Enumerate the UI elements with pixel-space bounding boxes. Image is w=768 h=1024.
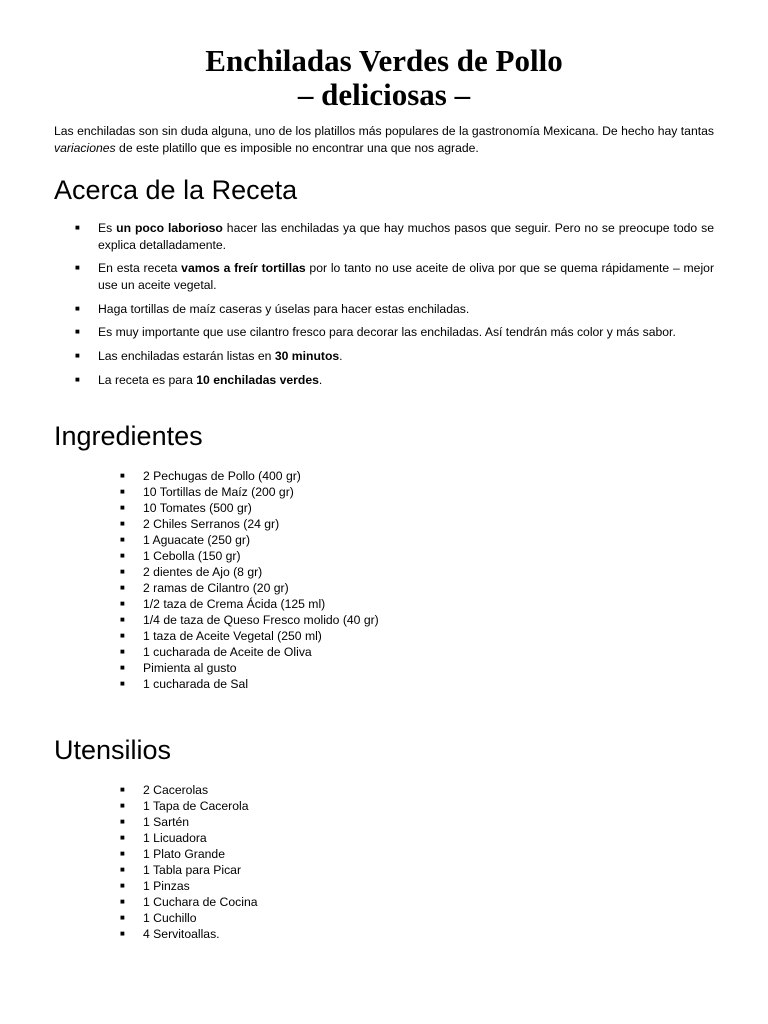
about-item-bold: un poco laborioso: [116, 221, 223, 235]
ingredients-list: [54, 468, 714, 692]
ingredient-item-text: 10 Tortillas de Maíz (200 gr): [143, 485, 294, 500]
about-list-item: [54, 220, 714, 253]
ingredient-item: [54, 660, 714, 676]
ingredient-item: [54, 596, 714, 612]
heading-acerca-de-la-receta: Acerca de la Receta: [54, 175, 298, 205]
title-line-2: – deliciosas –: [297, 77, 471, 112]
about-item-text: .: [318, 372, 323, 387]
about-item-bold: 30 minutos: [274, 349, 340, 364]
bullet-icon: ■: [120, 519, 125, 529]
about-item-text: Es muy importante que use cilantro fresco para decorar las enchiladas. Así tendrán más color y más sabor.: [98, 325, 676, 340]
utensil-item-text: 1 Cuchara de Cocina: [143, 895, 258, 910]
ingredient-item-text: 1 cucharada de Sal: [143, 677, 249, 692]
utensil-item: [54, 910, 714, 926]
bullet-icon: ■: [75, 223, 80, 232]
bullet-icon: ■: [120, 679, 125, 689]
about-item-text: La receta es para: [98, 372, 197, 387]
bullet-icon: ■: [120, 535, 125, 545]
about-list-item: [54, 372, 714, 389]
intro-text-1: Las enchiladas son sin duda alguna, uno de los platillos más populares de la gastronomía Mexicana. De hecho hay tantas: [54, 124, 714, 138]
utensil-item-text: 1 Tapa de Cacerola: [143, 799, 249, 814]
ingredient-item-text: 1 taza de Aceite Vegetal (250 ml): [143, 629, 322, 644]
ingredient-item: [54, 516, 714, 532]
bullet-icon: ■: [120, 471, 125, 481]
bullet-icon: ■: [120, 929, 125, 939]
intro-paragraph: [54, 123, 714, 157]
utensil-item: [54, 830, 714, 846]
bullet-icon: ■: [120, 615, 125, 625]
intro-text-2: de este platillo que es imposible no encontrar una que nos agrade.: [115, 141, 479, 155]
bullet-icon: ■: [120, 801, 125, 811]
ingredient-item-text: 2 dientes de Ajo (8 gr): [143, 565, 263, 580]
about-item-text: .: [339, 349, 343, 364]
ingredient-item-text: 2 Pechugas de Pollo (400 gr): [143, 469, 301, 484]
bullet-icon: ■: [120, 785, 125, 795]
ingredient-item: [54, 628, 714, 644]
bullet-icon: ■: [120, 897, 125, 907]
bullet-icon: ■: [75, 351, 80, 361]
utensil-item: [54, 846, 714, 862]
ingredient-item: [54, 468, 714, 484]
bullet-icon: ■: [120, 599, 125, 609]
bullet-icon: ■: [75, 303, 80, 313]
ingredient-item-text: 1 Cebolla (150 gr): [143, 549, 241, 564]
ingredient-item-text: 1 cucharada de Aceite de Oliva: [143, 645, 312, 660]
utensil-item: [54, 894, 714, 910]
utensil-item-text: 1 Tabla para Picar: [143, 863, 242, 878]
about-item-text: hacer las enchiladas ya que hay muchos pasos que seguir. Pero no se preocupe todo se explica detalladamente.: [98, 221, 714, 252]
ingredient-item-text: Pimienta al gusto: [143, 661, 237, 676]
about-item-bold: 10 enchiladas verdes: [196, 372, 319, 387]
ingredient-item-text: 10 Tomates (500 gr): [143, 501, 252, 516]
bullet-icon: ■: [75, 374, 80, 384]
utensils-list: [54, 782, 714, 942]
bullet-icon: ■: [120, 817, 125, 827]
utensil-item-text: 1 Sartén: [143, 815, 190, 830]
heading-ingredientes: Ingredientes: [54, 421, 203, 452]
utensil-item: [54, 814, 714, 830]
ingredient-item: [54, 612, 714, 628]
bullet-icon: ■: [120, 503, 125, 513]
ingredient-item: [54, 500, 714, 516]
utensil-item: [54, 926, 714, 942]
bullet-icon: ■: [120, 849, 125, 859]
about-list: [54, 220, 714, 388]
page-title: [54, 0, 714, 112]
utensil-item: [54, 878, 714, 894]
bullet-icon: ■: [75, 263, 80, 273]
about-item-text: por lo tanto no use aceite de oliva por que se quema rápidamente – mejor use un aceite vegetal.: [98, 261, 715, 292]
ingredient-item-text: 1/2 taza de Crema Ácida (125 ml): [143, 597, 326, 612]
ingredient-item-text: 2 Chiles Serranos (24 gr): [143, 517, 280, 532]
ingredient-item-text: 2 ramas de Cilantro (20 gr): [143, 581, 289, 596]
bullet-icon: ■: [120, 487, 125, 497]
ingredient-item: [54, 580, 714, 596]
about-item-bold: vamos a freír tortillas: [181, 261, 306, 276]
bullet-icon: ■: [120, 647, 125, 657]
heading-utensilios: Utensilios: [54, 735, 172, 766]
bullet-icon: ■: [120, 865, 125, 875]
bullet-icon: ■: [120, 881, 125, 891]
utensil-item-text: 1 Plato Grande: [143, 847, 225, 862]
utensil-item: [54, 782, 714, 798]
bullet-icon: ■: [120, 913, 125, 923]
bullet-icon: ■: [120, 583, 125, 593]
ingredient-item: [54, 548, 714, 564]
bullet-icon: ■: [120, 833, 125, 843]
about-list-item: [54, 324, 714, 341]
intro-emphasis: variaciones: [54, 141, 116, 155]
ingredient-item: [54, 676, 714, 692]
title-line-1: Enchiladas Verdes de Pollo: [205, 43, 563, 78]
ingredient-item: [54, 532, 714, 548]
document-page: [54, 0, 714, 942]
ingredient-item: [54, 564, 714, 580]
utensil-item-text: 4 Servitoallas.: [143, 927, 220, 942]
about-list-item: [54, 301, 714, 318]
ingredient-item: [54, 644, 714, 660]
about-item-text: Haga tortillas de maíz caseras y úselas para hacer estas enchiladas.: [98, 301, 470, 316]
bullet-icon: ■: [120, 663, 125, 673]
utensil-item-text: 1 Pinzas: [143, 879, 190, 894]
bullet-icon: ■: [120, 551, 125, 561]
bullet-icon: ■: [120, 567, 125, 577]
about-item-text: Las enchiladas estarán listas en: [98, 349, 275, 364]
ingredient-item-text: 1 Aguacate (250 gr): [143, 533, 251, 548]
ingredient-item: [54, 484, 714, 500]
utensil-item-text: 1 Cuchillo: [143, 911, 197, 926]
bullet-icon: ■: [120, 631, 125, 641]
about-item-text: Es: [98, 221, 117, 235]
about-list-item: [54, 348, 714, 365]
utensil-item: [54, 798, 714, 814]
utensil-item-text: 1 Licuadora: [143, 831, 207, 846]
utensil-item-text: 2 Cacerolas: [143, 783, 209, 798]
utensil-item: [54, 862, 714, 878]
about-list-item: [54, 260, 714, 293]
ingredient-item-text: 1/4 de taza de Queso Fresco molido (40 gr): [143, 613, 379, 628]
bullet-icon: ■: [75, 327, 80, 337]
about-item-text: En esta receta: [98, 261, 182, 276]
